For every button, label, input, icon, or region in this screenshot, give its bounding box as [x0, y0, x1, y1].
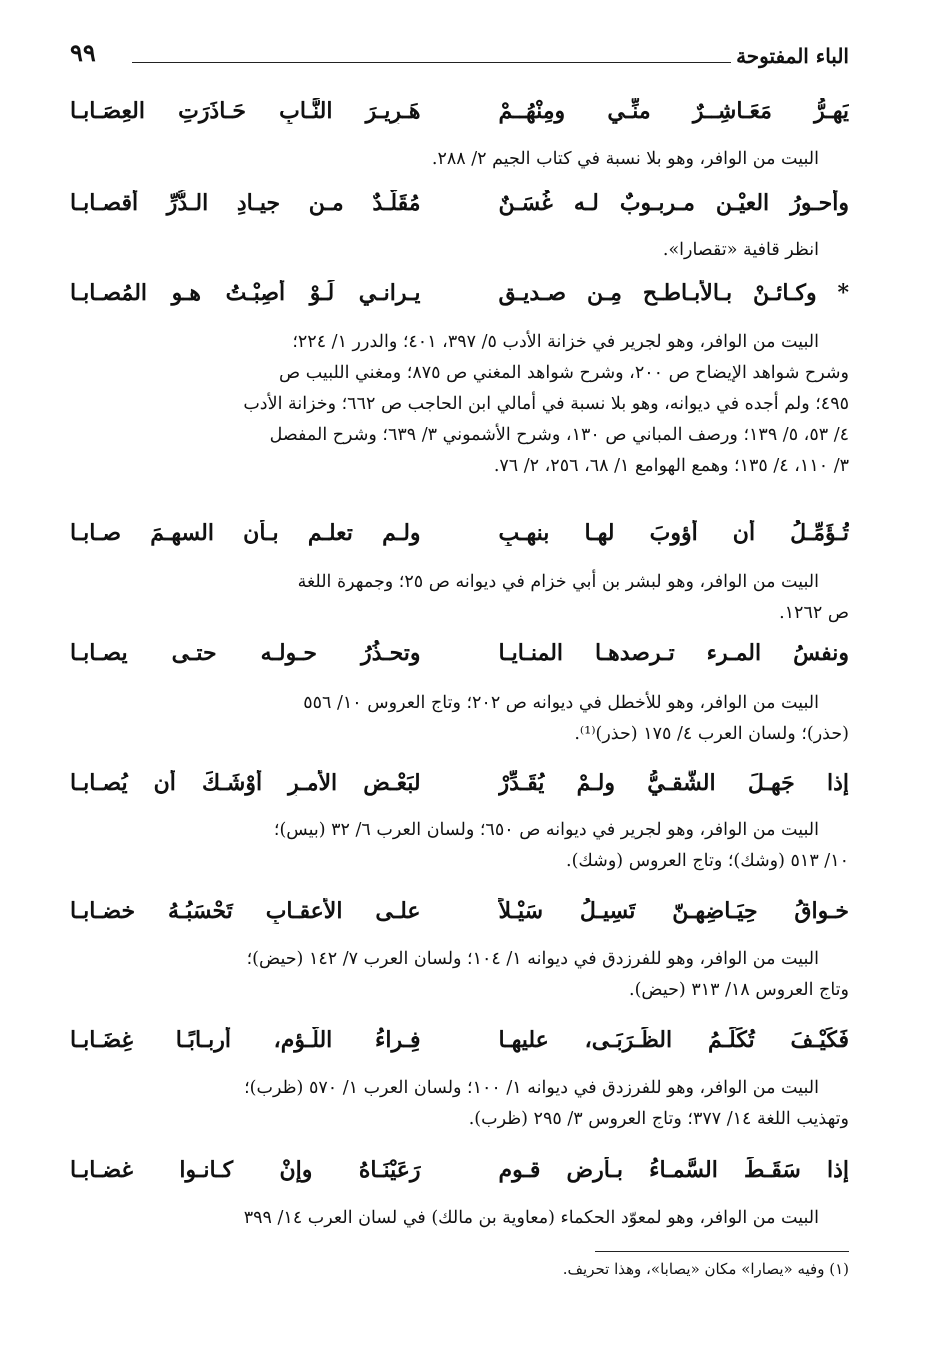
verse-note	[70, 1073, 849, 1135]
verse-line	[70, 280, 849, 316]
verse-first-hemistich: إذا سَقَـطَ السَّمـاءُ بـأرضِ قـومٍ	[498, 1157, 849, 1183]
verse-first-hemistich: يَهِـرُّ مَعَـاشِــرٌ منِّـي ومِنْهُــمْ	[498, 98, 849, 124]
note-line: البيت من الوافر، وهو لجرير في ديوانه ص ٦٥٠؛ ولسان العرب ٦/ ٣٢ (بيس)؛	[273, 820, 819, 840]
verse-first-hemistich: خـواقُ حِيَـاضِهـنّ تَسِيـلُ سَيْـلاً	[498, 898, 849, 924]
verse-line	[70, 98, 849, 134]
note-line: البيت من الوافر، وهو لجرير في خزانة الأدب ٥/ ٣٩٧، ٤٠١؛ والدرر ١/ ٢٢٤؛	[292, 332, 819, 352]
verse-second-hemistich: علـى الأعقـابِ تَحْسَبُـهُ خضـابـا	[70, 898, 421, 924]
note-line: ٤٩٥؛ ولم أجده في ديوانه، وهو بلا نسبة في أمالي ابن الحاجب ص ٦٦٢؛ وخزانة الأدب	[243, 394, 849, 414]
note-line: وتهذيب اللغة ١٤/ ٣٧٧؛ وتاج العروس ٣/ ٢٩٥ (ظرب).	[468, 1109, 849, 1129]
verse-line	[70, 1157, 849, 1193]
verse-second-hemistich: وتحـذُرُ حـولـه حتـى يصـابـا	[70, 640, 421, 666]
verse-line	[70, 770, 849, 806]
note-line: البيت من الوافر، وهو لبشر بن أبي خزام في ديوانه ص ٢٥؛ وجمهرة اللغة	[297, 572, 819, 592]
verse-second-hemistich: رَعَيْنَـاهُ وإنْ كـانـوا غضـابـا	[70, 1157, 421, 1183]
footnote: (١) وفيه «يصارا» مكان «يصابا»، وهذا تحريف.	[562, 1260, 849, 1278]
note-line: وتاج العروس ١٨/ ٣١٣ (حيض).	[629, 980, 849, 1000]
verse-second-hemistich: يـرانـي لَـوْ أُصِبْـتُ هـو المُصـابـا	[70, 280, 421, 306]
verse-second-hemistich: هَـرِيـرَ النَّـابِ حَـاذَرَتِ العِصَـابـا	[70, 98, 421, 124]
verse-first-hemistich: وأحـورُ العيْـنِ مـربـوبٌ لـه غُسَـنٌ	[498, 190, 849, 216]
verse-note	[70, 815, 849, 877]
verse-line	[70, 190, 849, 226]
verse-note	[70, 144, 849, 175]
verse-line	[70, 640, 849, 676]
note-line: ١٠/ ٥١٣ (وشك)؛ وتاج العروس (وشك).	[566, 851, 849, 871]
note-line: (حذر)؛ ولسان العرب ٤/ ١٧٥ (حذر)⁽¹⁾.	[574, 724, 849, 744]
note-line: وشرح شواهد الإيضاح ص ٢٠٠، وشرح شواهد المغني ص ٨٧٥؛ ومغني اللبيب ص	[279, 363, 849, 383]
verse-second-hemistich: ولـم تعلـم بـأن السهـمَ صـابـا	[70, 520, 421, 546]
verse-note	[70, 235, 849, 266]
verse-line	[70, 898, 849, 934]
note-line: البيت من الوافر، وهو للأخطل في ديوانه ص ٢٠٢؛ وتاج العروس ١٠/ ٥٥٦	[303, 693, 819, 713]
verse-first-hemistich: فَكَيْـفَ تُكَلِّـمُ الظِّـرَبَـى، عليهـا	[498, 1027, 849, 1053]
verse-line	[70, 1027, 849, 1063]
verse-line	[70, 520, 849, 556]
verse-note	[70, 1203, 849, 1234]
verse-first-hemistich: إذا جَهِـلَ الشَّقـيُّ ولـمْ يُقَـدِّرْ	[498, 770, 849, 796]
verse-note	[70, 944, 849, 1006]
page-header	[70, 38, 849, 78]
note-line: البيت من الوافر، وهو للفرزدق في ديوانه ١/ ١٠٠؛ ولسان العرب ١/ ٥٧٠ (ظرب)؛	[244, 1078, 819, 1098]
header-rule	[132, 62, 731, 63]
page-number: ٩٩	[70, 38, 96, 67]
chapter-title: الباء المفتوحة	[736, 44, 849, 68]
verse-second-hemistich: مُقَلَّـدٌ مـن جيـادِ الـدُّرِّ أقصـابـا	[70, 190, 421, 216]
note-line: ص ١٢٦٢.	[779, 603, 849, 623]
note-line: ٤/ ٥٣، ٥/ ١٣٩؛ ورصف المباني ص ١٣٠، وشرح الأشموني ٣/ ٦٣٩؛ وشرح المفصل	[269, 425, 849, 445]
verse-second-hemistich: لبَعْـضِ الأمـرِ أوْشَـكَ أن يُصـابـا	[70, 770, 421, 796]
note-line: البيت من الوافر، وهو للفرزدق في ديوانه ١/ ١٠٤؛ ولسان العرب ٧/ ١٤٢ (حيض)؛	[246, 949, 819, 969]
note-line: ٣/ ١١٠، ٤/ ١٣٥؛ وهمع الهوامع ١/ ٦٨، ٢٥٦، ٢/ ٧٦.	[493, 456, 849, 476]
verse-note	[70, 688, 849, 750]
note-line: البيت من الوافر، وهو بلا نسبة في كتاب الجيم ٢/ ٢٨٨.	[431, 149, 819, 169]
verse-first-hemistich: * وكـائـنْ بـالأبـاطـح مِـن صـديـقٍ	[498, 280, 849, 306]
verse-second-hemistich: فِـراءُ اللُّـؤمِ، أربـابًـا غِضَـابـا	[70, 1027, 421, 1053]
note-line: انظر قافية «تقصارا».	[662, 240, 819, 260]
verse-first-hemistich: ونفسُ المـرء تـرصدهـا المنـايـا	[498, 640, 849, 666]
verse-first-hemistich: تُـؤَمِّـلُ أن أؤوبَ لهـا بنهـبٍ	[498, 520, 849, 546]
footnote-rule	[595, 1251, 849, 1252]
note-line: البيت من الوافر، وهو لمعوّد الحكماء (معاوية بن مالك) في لسان العرب ١٤/ ٣٩٩	[243, 1208, 819, 1228]
verse-note	[70, 327, 849, 482]
verse-note	[70, 567, 849, 629]
